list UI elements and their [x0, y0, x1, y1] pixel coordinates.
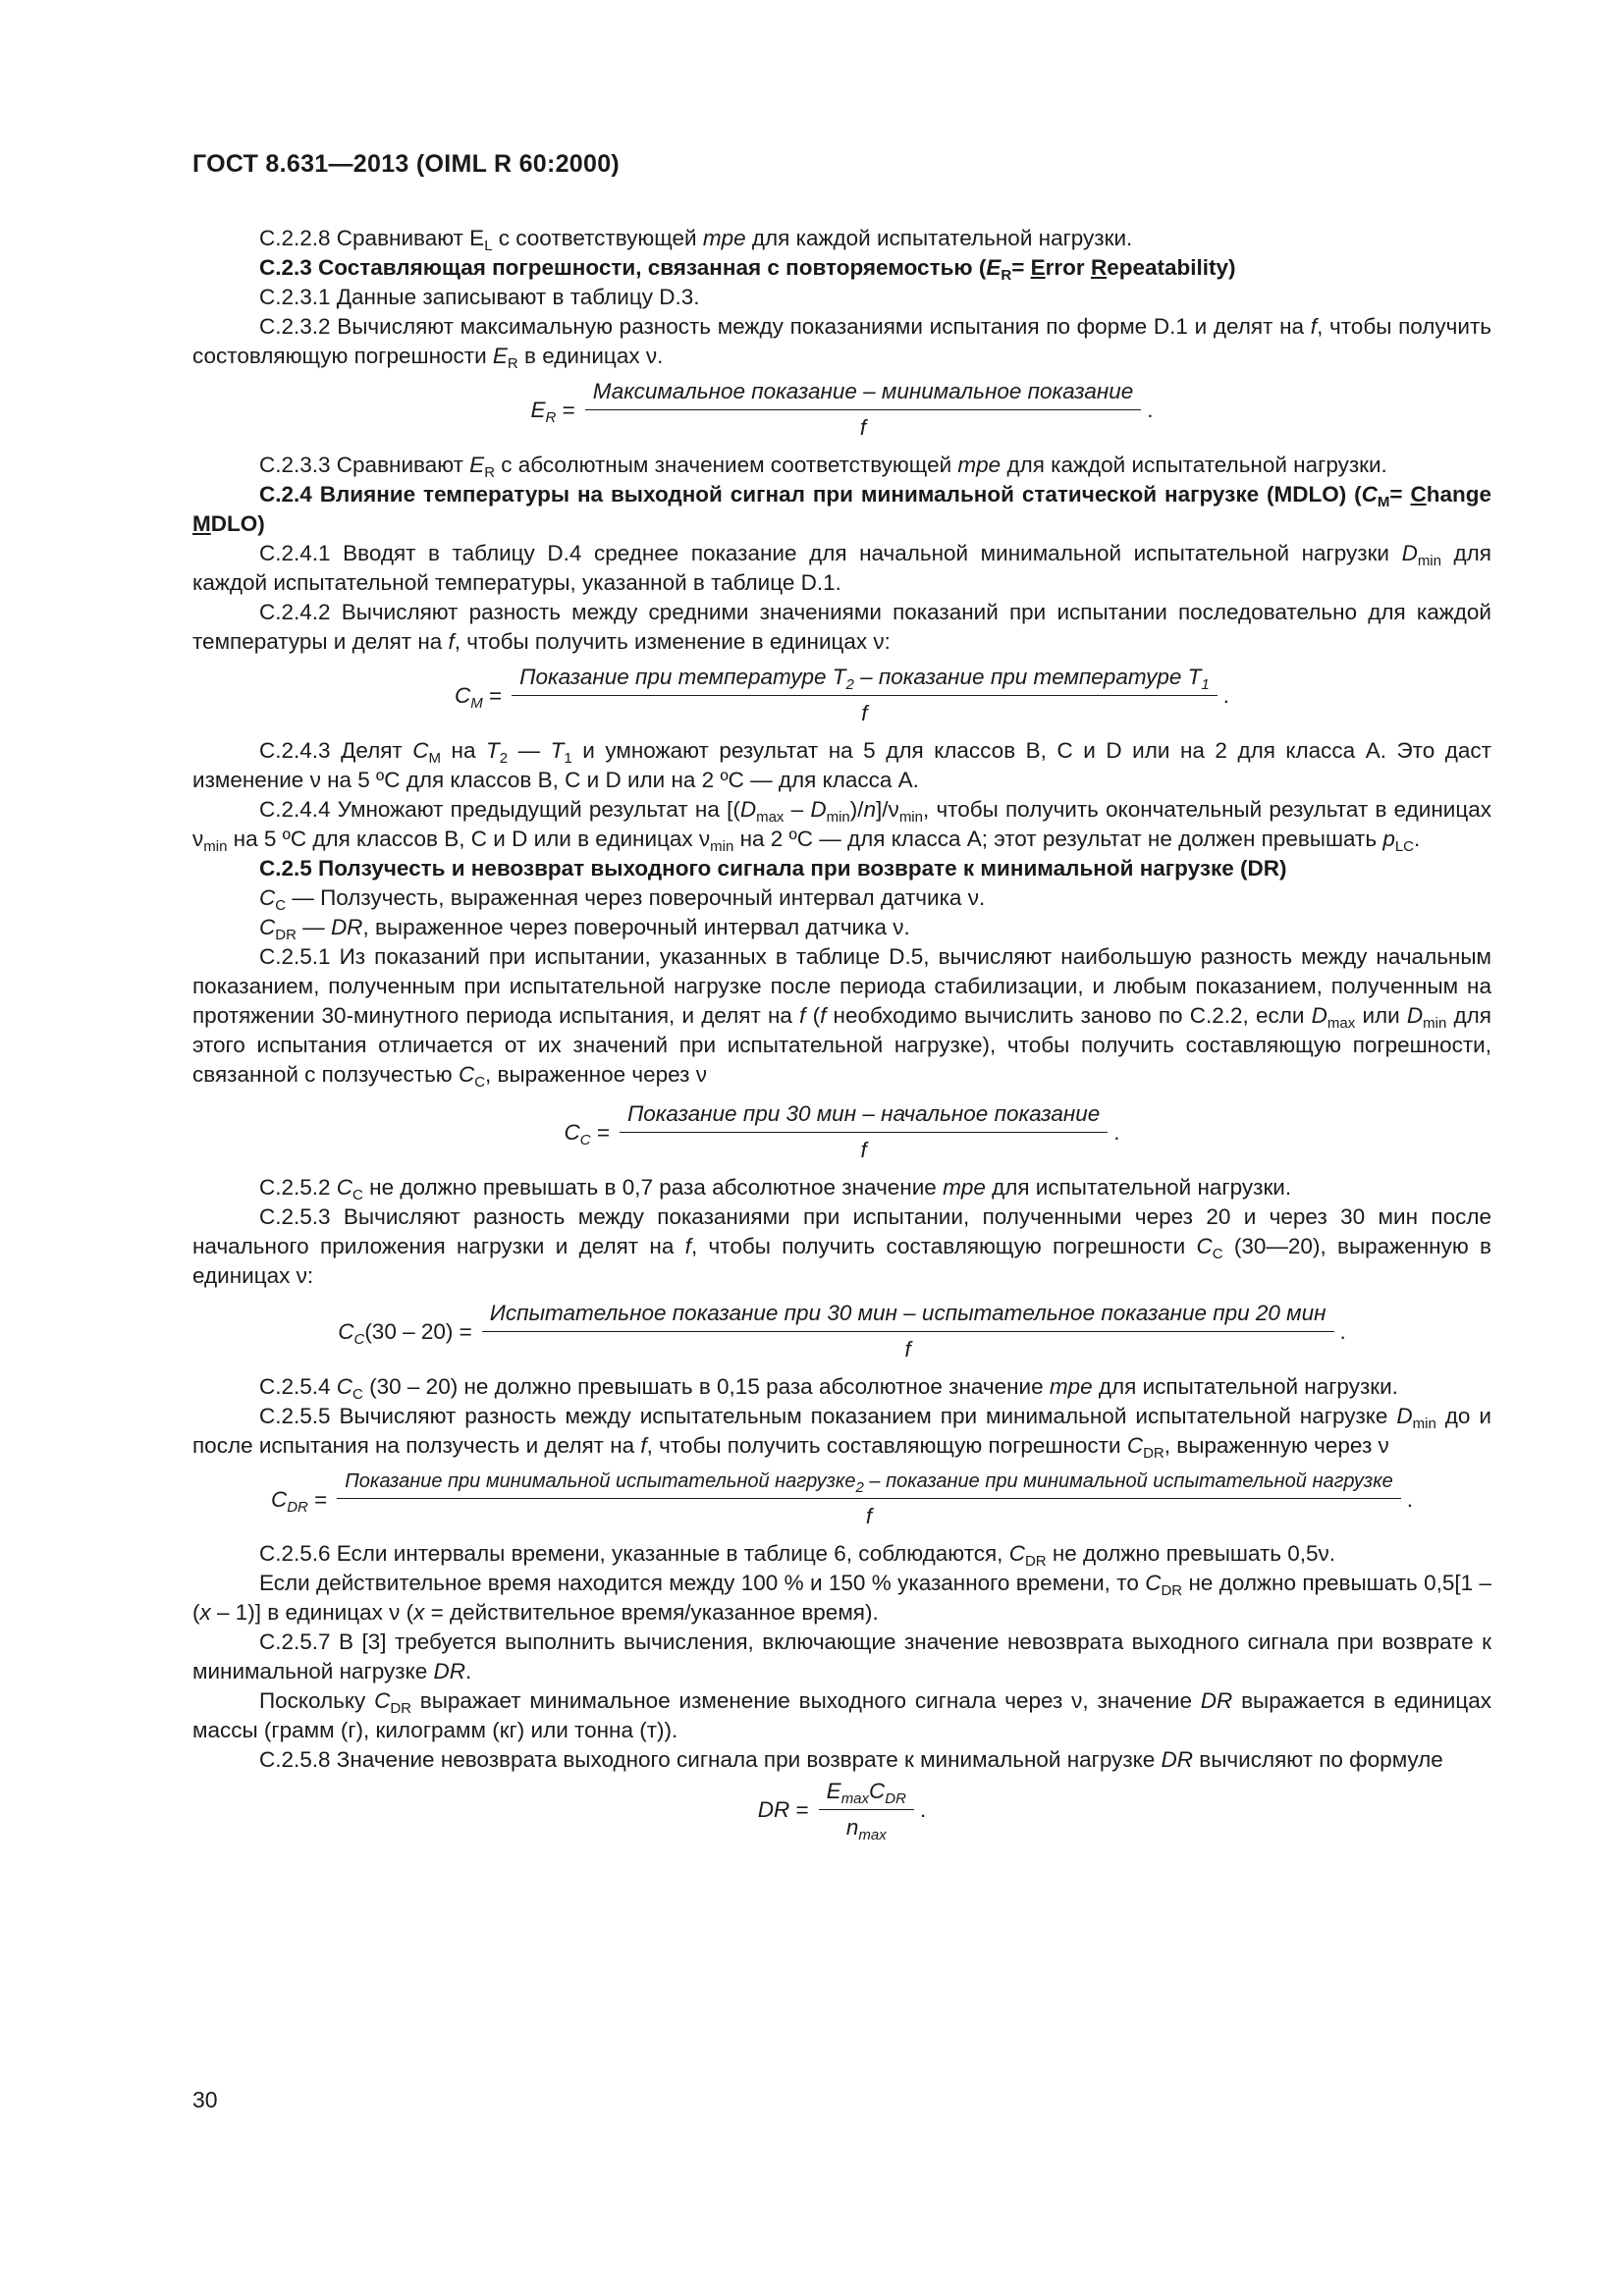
- para-c244: С.2.4.4 Умножают предыдущий результат на $[(D_{max} - D_{min})/n]/\nu_{min}$, чтобы получить окончательный результат в единицах $\nu_{min}$ на 5 ºС для классов В, С и D или в единицах $\nu_{min}$ на 2 ºС — для класса А; этот результат не должен превышать $p_{LC}$.: [192, 797, 1491, 855]
- para-c256-b: Если действительное время находится между 100 % и 150 % указанного времени, то $C_{DR}$ не должно превышать 0,5[1 – (x – 1)] в единицах ν (x = действительное время/указанное время).: [192, 1571, 1492, 1625]
- para-c254: С.2.5.4 $C_C$ (30 – 20) не должно превышать в 0,15 раза абсолютное значение mpe для испытательной нагрузки.: [259, 1374, 1398, 1403]
- document-header: ГОСТ 8.631—2013 (OIML R 60:2000): [192, 150, 621, 178]
- para-c253: С.2.5.3 Вычисляют разность между показаниями при испытании, полученными через 20 и через 30 мин после начального приложения нагрузки и делят на f, чтобы получить составляющую погрешности $C_C$ (30—20), выраженную в единицах ν:: [192, 1204, 1491, 1288]
- para-c232: С.2.3.2 Вычисляют максимальную разность между показаниями испытания по форме D.1 и делят на f, чтобы получить состовляющую погрешности $E_R$ в единицах ν.: [192, 314, 1491, 372]
- page-number: 30: [192, 2087, 218, 2112]
- para-c242: С.2.4.2 Вычисляют разность между средними значениями показаний при испытании последовательно для каждой температуры и делят на f, чтобы получить изменение в единицах ν:: [192, 600, 1491, 654]
- para-c241: С.2.4.1 Вводят в таблицу D.4 среднее показание для начальной минимальной испытательной нагрузки $D_{min}$ для каждой испытательной температуры, указанной в таблице D.1.: [192, 541, 1491, 595]
- para-cdr-def: $C_{DR}$ — DR, выраженное через поверочный интервал датчика ν.: [259, 915, 910, 943]
- formula-cm: $C_M$ = $\frac{Показание при температуре T_2 - показание при температуре T_1}{f}$ .: [455, 665, 1229, 725]
- para-c231: С.2.3.1 Данные записывают в таблицу D.3.: [259, 285, 700, 309]
- heading-c25: С.2.5 Ползучесть и невозврат выходного сигнала при возврате к минимальной нагрузке (DR): [259, 856, 1287, 881]
- para-c257: С.2.5.7 В [3] требуется выполнить вычисления, включающие значение невозврата выходного сигнала при возврате к минимальной нагрузке DR.: [192, 1629, 1491, 1683]
- formula-cdr: $C_{DR}$ = Показание при минимальной испытательной нагрузке$_2$ – показание при минимальной испытательной нагрузке f .: [270, 1470, 1414, 1528]
- document-body: [192, 224, 1491, 1845]
- para-c233: С.2.3.3 Сравнивают $E_R$ с абсолютным значением соответствующей mpe для каждой испытательной нагрузки.: [259, 453, 1387, 481]
- formula-dr: DR = $\frac{E_{max}C_{DR}}{n_{max}}$ .: [757, 1779, 927, 1843]
- para-c251: С.2.5.1 Из показаний при испытании, указанных в таблице D.5, вычисляют наибольшую разность между начальным показанием, полученным при испытательной нагрузке после периода стабилизации, и любым показанием, полученным на протяжении 30-минутного периода испытания, и делят на f (f необходимо вычислить заново по С.2.2, если $D_{max}$ или $D_{min}$ для этого испытания отличается от их значений при испытательной нагрузке), чтобы получить составляющую погрешности, связанной с ползучестью $C_C$, выраженное через ν: [192, 944, 1491, 1091]
- para-c252: С.2.5.2 $C_C$ не должно превышать в 0,7 раза абсолютное значение mpe для испытательной нагрузки.: [259, 1175, 1292, 1203]
- formula-er: $E_R$ = $\frac{\text{Максимальное показание – минимальное показание}}{f}$ .: [530, 379, 1154, 440]
- heading-c24: С.2.4 Влияние температуры на выходной сигнал при минимальной статической нагрузке (MDLO) ($C_M=$ Change MDLO): [192, 482, 1491, 536]
- para-c255: С.2.5.5 Вычисляют разность между испытательным показанием при минимальной испытательной нагрузке $D_{min}$ до и после испытания на ползучесть и делят на f, чтобы получить составляющую погрешности $C_{DR}$, выраженную через ν: [192, 1404, 1491, 1462]
- formula-cc-30-20: $C_C(30 - 20)$ = Испытательное показание при 30 мин – испытательное показание при 20 мин f .: [338, 1301, 1346, 1362]
- para-c256: С.2.5.6 Если интервалы времени, указанные в таблице 6, соблюдаются, $C_{DR}$ не должно превышать 0,5ν.: [259, 1541, 1336, 1570]
- para-c243: С.2.4.3 Делят $C_M$ на $T_2$ — $T_1$ и умножают результат на 5 для классов В, С и D или на 2 для класса А. Это даст изменение ν на 5 ºС для классов В, С и D или на 2 ºС — для класса А.: [192, 738, 1491, 792]
- para-c258: С.2.5.8 Значение невозврата выходного сигнала при возврате к минимальной нагрузке DR вычисляют по формуле: [259, 1747, 1443, 1772]
- formula-cc: $C_C$ = $\frac{\text{Показание при 30 мин – начальное показание}}{f}$ .: [564, 1101, 1120, 1162]
- para-c257-b: Поскольку $C_{DR}$ выражает минимальное изменение выходного сигнала через ν, значение DR выражается в единицах массы (грамм (г), килограмм (кг) или тонна (т)).: [192, 1688, 1491, 1742]
- para-cc-def: $C_C$ — Ползучесть, выраженная через поверочный интервал датчика ν.: [259, 885, 986, 914]
- heading-c23: С.2.3 Составляющая погрешности, связанная с повторяемостью ($E_R=$ Error Repeatability): [259, 255, 1236, 284]
- para-c228: С.2.2.8 Сравнивают $E_L$ с соответствующей mpe для каждой испытательной нагрузки.: [259, 226, 1133, 254]
